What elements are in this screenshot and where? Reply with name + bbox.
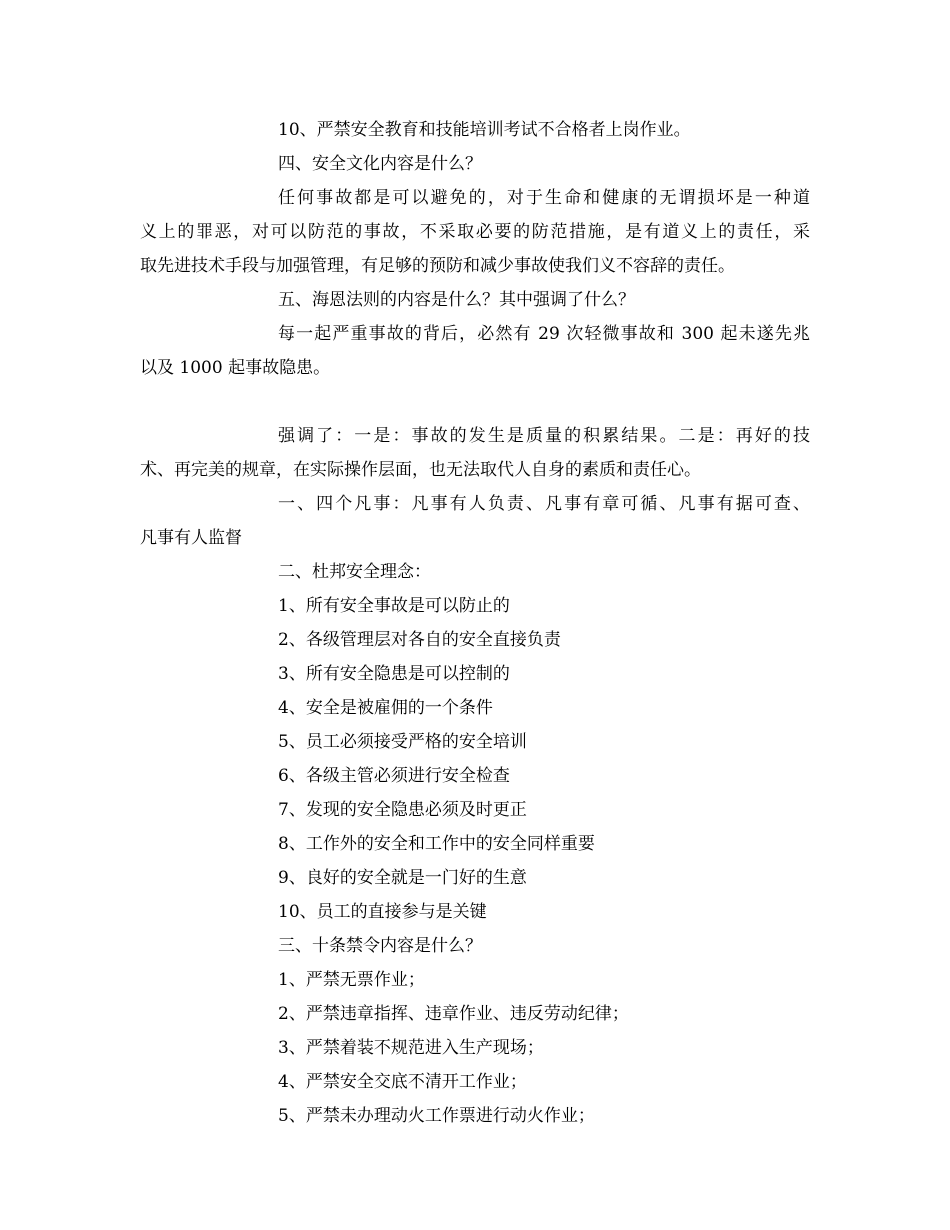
list-item: 8、工作外的安全和工作中的安全同样重要 (278, 834, 595, 854)
paragraph-line: 取先进技术手段与加强管理，有足够的预防和减少事故使我们义不容辞的责任。 (140, 256, 735, 276)
section-heading: 三、十条禁令内容是什么？ (278, 936, 482, 956)
list-item: 1、严禁无票作业； (278, 970, 425, 990)
list-item: 4、严禁安全交底不清开工作业； (278, 1072, 527, 1092)
paragraph-line: 义上的罪恶，对可以防范的事故，不采取必要的防范措施，是有道义上的责任，采 (140, 222, 810, 242)
list-item: 10、员工的直接参与是关键 (278, 902, 487, 922)
paragraph-line: 凡事有人监督 (140, 528, 242, 548)
list-item: 3、严禁着装不规范进入生产现场； (278, 1038, 544, 1058)
paragraph-line: 强调了：一是：事故的发生是质量的积累结果。二是：再好的技 (278, 426, 810, 446)
paragraph-line: 术、再完美的规章，在实际操作层面，也无法取代人自身的素质和责任心。 (140, 460, 701, 480)
paragraph-line: 每一起严重事故的背后，必然有 29 次轻微事故和 300 起未遂先兆 (278, 324, 810, 344)
list-item: 7、发现的安全隐患必须及时更正 (278, 800, 527, 820)
list-item: 4、安全是被雇佣的一个条件 (278, 698, 493, 718)
list-item: 3、所有安全隐患是可以控制的 (278, 664, 510, 684)
section-heading: 五、海恩法则的内容是什么？其中强调了什么？ (278, 290, 635, 310)
section-heading: 二、杜邦安全理念： (278, 562, 431, 582)
list-item: 2、严禁违章指挥、违章作业、违反劳动纪律； (278, 1004, 629, 1024)
list-item: 6、各级主管必须进行安全检查 (278, 766, 510, 786)
list-item: 5、员工必须接受严格的安全培训 (278, 732, 527, 752)
section-heading: 四、安全文化内容是什么？ (278, 154, 482, 174)
list-item: 5、严禁未办理动火工作票进行动火作业； (278, 1106, 595, 1126)
list-item: 2、各级管理层对各自的安全直接负责 (278, 630, 561, 650)
paragraph-line: 10、严禁安全教育和技能培训考试不合格者上岗作业。 (278, 120, 691, 140)
paragraph-line: 任何事故都是可以避免的，对于生命和健康的无谓损坏是一种道 (278, 188, 810, 208)
paragraph-line: 以及 1000 起事故隐患。 (140, 358, 331, 378)
list-item: 9、良好的安全就是一门好的生意 (278, 868, 527, 888)
section-heading: 一、四个凡事：凡事有人负责、凡事有章可循、凡事有据可查、 (278, 494, 810, 514)
list-item: 1、所有安全事故是可以防止的 (278, 596, 510, 616)
